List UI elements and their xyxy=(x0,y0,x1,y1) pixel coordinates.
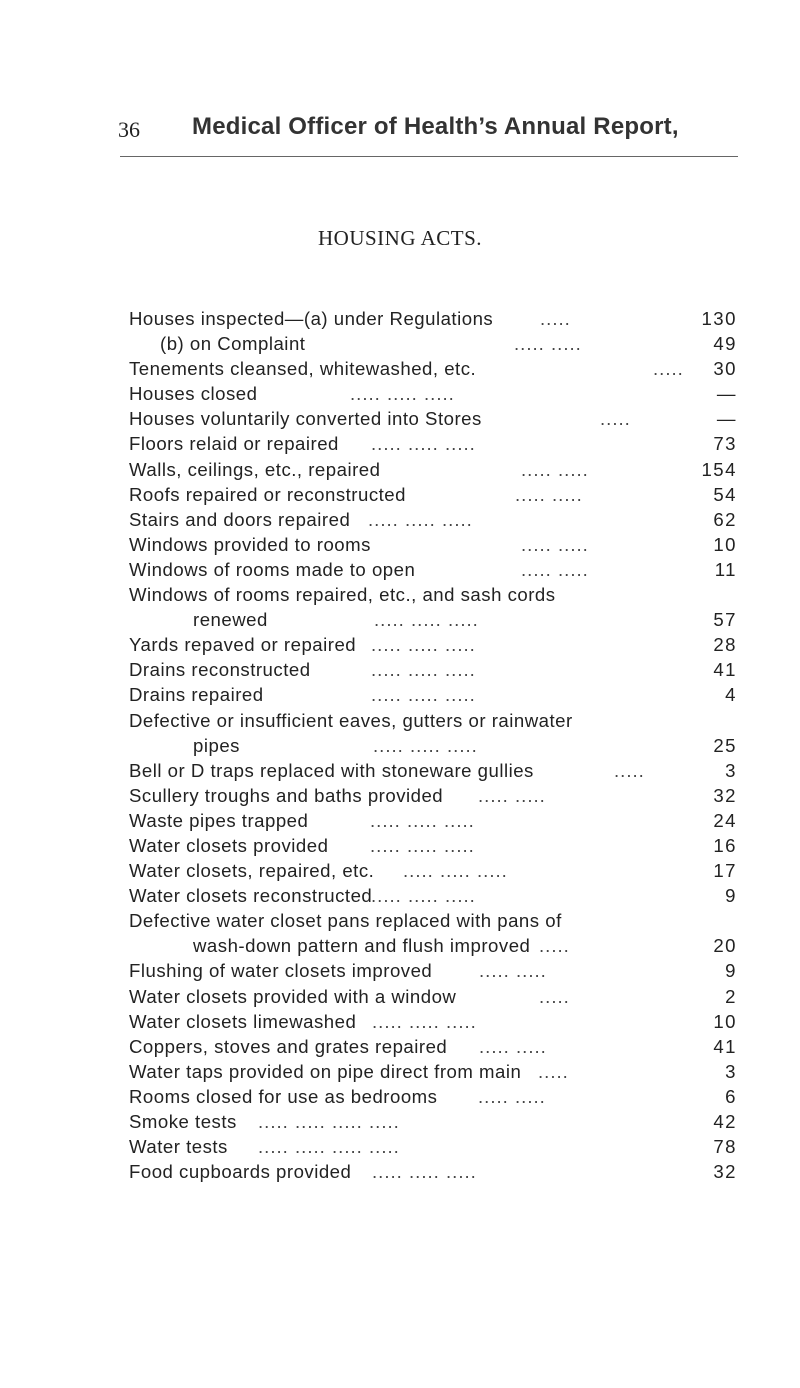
table-row xyxy=(0,532,800,557)
row-value: 42 xyxy=(713,1111,737,1132)
table-row xyxy=(0,1109,800,1134)
row-label: Roofs repaired or reconstructed xyxy=(129,483,406,505)
row-label: Houses closed xyxy=(129,383,258,405)
row-label: Windows provided to rooms xyxy=(129,533,371,555)
row-value: — xyxy=(716,383,737,405)
table-row xyxy=(0,908,800,933)
row-value: 54 xyxy=(713,483,737,505)
row-label: Bell or D traps replaced with stoneware gullies xyxy=(129,759,534,781)
table-row xyxy=(0,1084,800,1109)
row-value: 28 xyxy=(713,634,737,656)
row-leader-dots: ..... xyxy=(538,1060,569,1082)
table-row xyxy=(0,1134,800,1159)
table-row xyxy=(0,682,800,707)
row-leader-dots: ..... xyxy=(614,759,645,781)
page-header xyxy=(118,113,738,157)
row-leader-dots: ..... ..... ..... xyxy=(373,734,478,756)
row-value: 2 xyxy=(725,985,737,1007)
row-value: 73 xyxy=(713,433,737,455)
table-row xyxy=(0,356,800,381)
row-leader-dots: ..... ..... ..... xyxy=(370,809,475,831)
table-row xyxy=(0,758,800,783)
row-leader-dots: ..... xyxy=(600,408,631,430)
row-label: Rooms closed for use as bedrooms xyxy=(129,1085,438,1107)
table-row xyxy=(0,607,800,632)
row-value: 49 xyxy=(713,333,737,355)
row-label: Windows of rooms repaired, etc., and sash cords xyxy=(129,584,556,606)
row-label: Floors relaid or repaired xyxy=(129,433,339,455)
row-label: Windows of rooms made to open xyxy=(129,558,416,580)
row-value: — xyxy=(716,408,737,430)
table-row xyxy=(0,733,800,758)
row-label: Yards repaved or repaired xyxy=(129,634,357,656)
row-leader-dots: ..... ..... ..... xyxy=(371,885,476,907)
row-leader-dots: ..... ..... ..... ..... xyxy=(258,1111,400,1132)
table-row xyxy=(0,858,800,883)
row-value: 11 xyxy=(714,558,737,580)
row-leader-dots: ..... ..... xyxy=(478,1085,546,1107)
row-leader-dots: ..... ..... xyxy=(479,960,547,982)
row-label: Scullery troughs and baths provided xyxy=(129,784,444,806)
row-label: Tenements cleansed, whitewashed, etc. xyxy=(129,358,477,380)
row-value: 6 xyxy=(725,1085,737,1107)
row-value: 62 xyxy=(713,508,737,530)
table-row xyxy=(0,1059,800,1084)
row-label: Waste pipes trapped xyxy=(129,809,309,831)
table-row xyxy=(0,507,800,532)
row-value: 16 xyxy=(713,834,737,856)
row-label: Drains repaired xyxy=(129,684,264,706)
row-label: Houses voluntarily converted into Stores xyxy=(129,408,482,430)
table-row xyxy=(0,582,800,607)
row-value: 57 xyxy=(713,609,737,631)
table-row xyxy=(0,708,800,733)
row-label: Water closets reconstructed xyxy=(129,885,373,907)
row-value: 154 xyxy=(701,458,737,480)
row-leader-dots: ..... ..... xyxy=(478,784,546,806)
table-row xyxy=(0,783,800,808)
row-label: Smoke tests xyxy=(129,1111,237,1132)
table-row xyxy=(0,381,800,406)
row-label: Stairs and doors repaired xyxy=(129,508,351,530)
table-row xyxy=(0,933,800,958)
row-value: 10 xyxy=(713,1010,737,1032)
row-leader-dots: ..... ..... ..... xyxy=(371,634,476,656)
row-leader-dots: ..... ..... ..... xyxy=(370,834,475,856)
row-value: 20 xyxy=(713,935,737,957)
row-label: Defective water closet pans replaced with pans of xyxy=(129,910,562,932)
row-value: 24 xyxy=(713,809,737,831)
table-row xyxy=(0,958,800,983)
running-title: Medical Officer of Health’s Annual Report, xyxy=(192,113,679,140)
row-value: 4 xyxy=(725,684,737,706)
row-label: Coppers, stoves and grates repaired xyxy=(129,1035,448,1057)
page-number: 36 xyxy=(118,117,140,142)
row-leader-dots: ..... ..... xyxy=(514,333,582,355)
table-row xyxy=(0,557,800,582)
row-value: 78 xyxy=(713,1136,737,1158)
row-label: pipes xyxy=(193,734,240,756)
table-row xyxy=(0,431,800,456)
table-row xyxy=(0,1034,800,1059)
table-row xyxy=(0,457,800,482)
row-leader-dots: ..... ..... ..... ..... xyxy=(258,1136,400,1158)
row-value: 9 xyxy=(725,960,737,982)
row-value: 41 xyxy=(713,1035,737,1057)
row-leader-dots: ..... ..... xyxy=(515,483,583,505)
row-value: 17 xyxy=(713,860,737,882)
table-row xyxy=(0,984,800,1009)
row-label: Houses inspected—(a) under Regulations xyxy=(129,308,494,329)
row-leader-dots: ..... ..... ..... xyxy=(371,433,476,455)
row-label: Flushing of water closets improved xyxy=(129,960,433,982)
row-value: 3 xyxy=(725,759,737,781)
row-leader-dots: ..... ..... ..... xyxy=(371,684,476,706)
row-label: Defective or insufficient eaves, gutters or rainwater xyxy=(129,709,573,731)
row-value: 32 xyxy=(713,1161,737,1183)
row-value: 9 xyxy=(725,885,737,907)
row-leader-dots: ..... ..... ..... xyxy=(372,1161,477,1183)
row-leader-dots: ..... ..... xyxy=(521,533,589,555)
table-row xyxy=(0,808,800,833)
section-title: HOUSING ACTS. xyxy=(317,226,483,250)
table-row xyxy=(0,482,800,507)
row-value: 25 xyxy=(713,734,737,756)
row-value: 32 xyxy=(713,784,737,806)
row-leader-dots: ..... ..... ..... xyxy=(372,1010,477,1032)
row-leader-dots: ..... ..... xyxy=(521,458,589,480)
row-leader-dots: ..... xyxy=(539,985,570,1007)
row-leader-dots: ..... ..... ..... xyxy=(403,860,508,882)
header-rule xyxy=(120,156,738,157)
table-row xyxy=(0,632,800,657)
row-label: Water closets, repaired, etc. xyxy=(129,860,375,882)
table-row xyxy=(0,1009,800,1034)
table-row xyxy=(0,657,800,682)
row-label: (b) on Complaint xyxy=(160,333,306,355)
row-label: Water closets provided xyxy=(129,834,329,856)
row-value: 130 xyxy=(701,308,737,329)
row-value: 3 xyxy=(725,1060,737,1082)
table-row xyxy=(0,833,800,858)
row-label: Water closets limewashed xyxy=(129,1010,357,1032)
table-row xyxy=(0,883,800,908)
row-value: 30 xyxy=(713,358,737,380)
row-leader-dots: ..... ..... ..... xyxy=(368,508,473,530)
row-label: Food cupboards provided xyxy=(129,1161,352,1183)
table-row xyxy=(0,1159,800,1184)
row-leader-dots: ..... ..... ..... xyxy=(374,609,479,631)
table-row xyxy=(0,331,800,356)
row-label: renewed xyxy=(193,609,268,631)
row-leader-dots: ..... ..... xyxy=(521,558,589,580)
housing-acts-table xyxy=(0,306,800,1184)
row-label: Drains reconstructed xyxy=(129,659,311,681)
row-label: Walls, ceilings, etc., repaired xyxy=(129,458,381,480)
row-leader-dots: ..... ..... ..... xyxy=(371,659,476,681)
row-value: 41 xyxy=(713,659,737,681)
row-label: Water taps provided on pipe direct from main xyxy=(129,1060,522,1082)
row-value: 10 xyxy=(713,533,737,555)
row-leader-dots: ..... xyxy=(539,935,570,957)
table-row xyxy=(0,306,800,331)
row-label: Water closets provided with a window xyxy=(129,985,457,1007)
row-leader-dots: ..... ..... xyxy=(479,1035,547,1057)
table-row xyxy=(0,406,800,431)
row-leader-dots: ..... xyxy=(540,308,571,329)
row-label: Water tests xyxy=(129,1136,228,1158)
row-leader-dots: ..... ..... ..... xyxy=(350,383,455,405)
row-label: wash-down pattern and flush improved xyxy=(193,935,531,957)
row-leader-dots: ..... xyxy=(653,358,684,380)
